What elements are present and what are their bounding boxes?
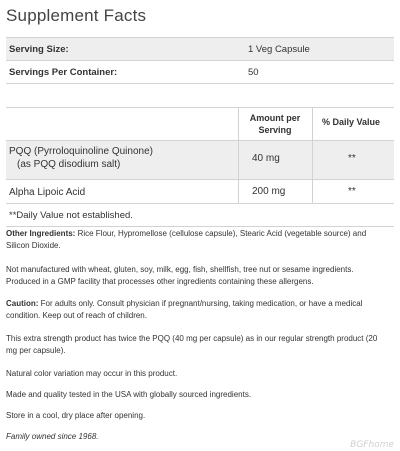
- ingredient-name-line2: (as PQQ disodium salt): [17, 159, 121, 170]
- serving-size-label: Serving Size:: [9, 44, 69, 55]
- table-spacer-row: [6, 84, 394, 108]
- storage-text: Store in a cool, dry place after opening.: [6, 411, 146, 420]
- ingredient-name: Alpha Lipoic Acid: [9, 187, 86, 198]
- caution-label: Caution:: [6, 299, 39, 308]
- ingredient-row-pqq: [6, 141, 394, 180]
- supplement-facts-table: [6, 37, 394, 227]
- allergen-text: Not manufactured with wheat, gluten, soy, milk, egg, fish, shellfish, tree nut or sesame ingredients. Produced in a GMP facility that processes other ingredients containing these allergens.: [6, 265, 354, 286]
- serving-size-value: 1 Veg Capsule: [248, 44, 310, 55]
- divider-dv: [312, 141, 313, 179]
- family-owned-text: Family owned since 1968.: [6, 432, 99, 441]
- divider-dv: [312, 180, 313, 203]
- caution-body: For adults only. Consult physician if pregnant/nursing, taking medication, or have a medical condition. Keep out of reach of children.: [6, 299, 363, 320]
- strength-text: This extra strength product has twice the PQQ (40 mg per capsule) as in our regular strength product (20 mg per capsule).: [6, 334, 378, 355]
- ingredient-row-ala: [6, 180, 394, 204]
- servings-per-container-label: Servings Per Container:: [9, 67, 118, 78]
- amount-header-line1: Amount per: [249, 113, 301, 123]
- ingredient-name: [9, 145, 153, 171]
- amount-per-serving-header: [240, 112, 310, 136]
- divider-amount: [238, 180, 239, 203]
- daily-value-header: % Daily Value: [322, 117, 381, 127]
- other-ingredients-text: [6, 228, 390, 252]
- serving-size-row: [6, 38, 394, 61]
- page-title: Supplement Facts: [6, 6, 147, 25]
- footnote-row: [6, 204, 394, 227]
- amount-header-line2: Serving: [258, 125, 292, 135]
- color-variation-text: Natural color variation may occur in this product.: [6, 369, 178, 378]
- quality-text: Made and quality tested in the USA with globally sourced ingredients.: [6, 390, 252, 399]
- ingredient-amount: 40 mg: [252, 153, 280, 164]
- other-ingredients-list: Rice Flour, Hypromellose (cellulose capsule), Stearic Acid (vegetable source) and Silicon Dioxide.: [6, 229, 367, 250]
- ingredient-daily-value: **: [348, 186, 356, 197]
- ingredient-name-line1: PQQ (Pyrroloquinoline Quinone): [9, 146, 153, 157]
- servings-per-container-value: 50: [248, 67, 259, 78]
- servings-per-container-row: [6, 61, 394, 84]
- ingredient-amount: 200 mg: [252, 186, 286, 197]
- ingredient-daily-value: **: [348, 153, 356, 164]
- daily-value-footnote: **Daily Value not established.: [9, 210, 133, 221]
- divider-dv: [312, 108, 313, 140]
- other-ingredients-label: Other Ingredients:: [6, 229, 76, 238]
- divider-amount: [238, 108, 239, 140]
- table-header-row: [6, 108, 394, 141]
- watermark: BGFhome: [350, 440, 394, 450]
- divider-amount: [238, 141, 239, 179]
- caution-text: [6, 298, 390, 322]
